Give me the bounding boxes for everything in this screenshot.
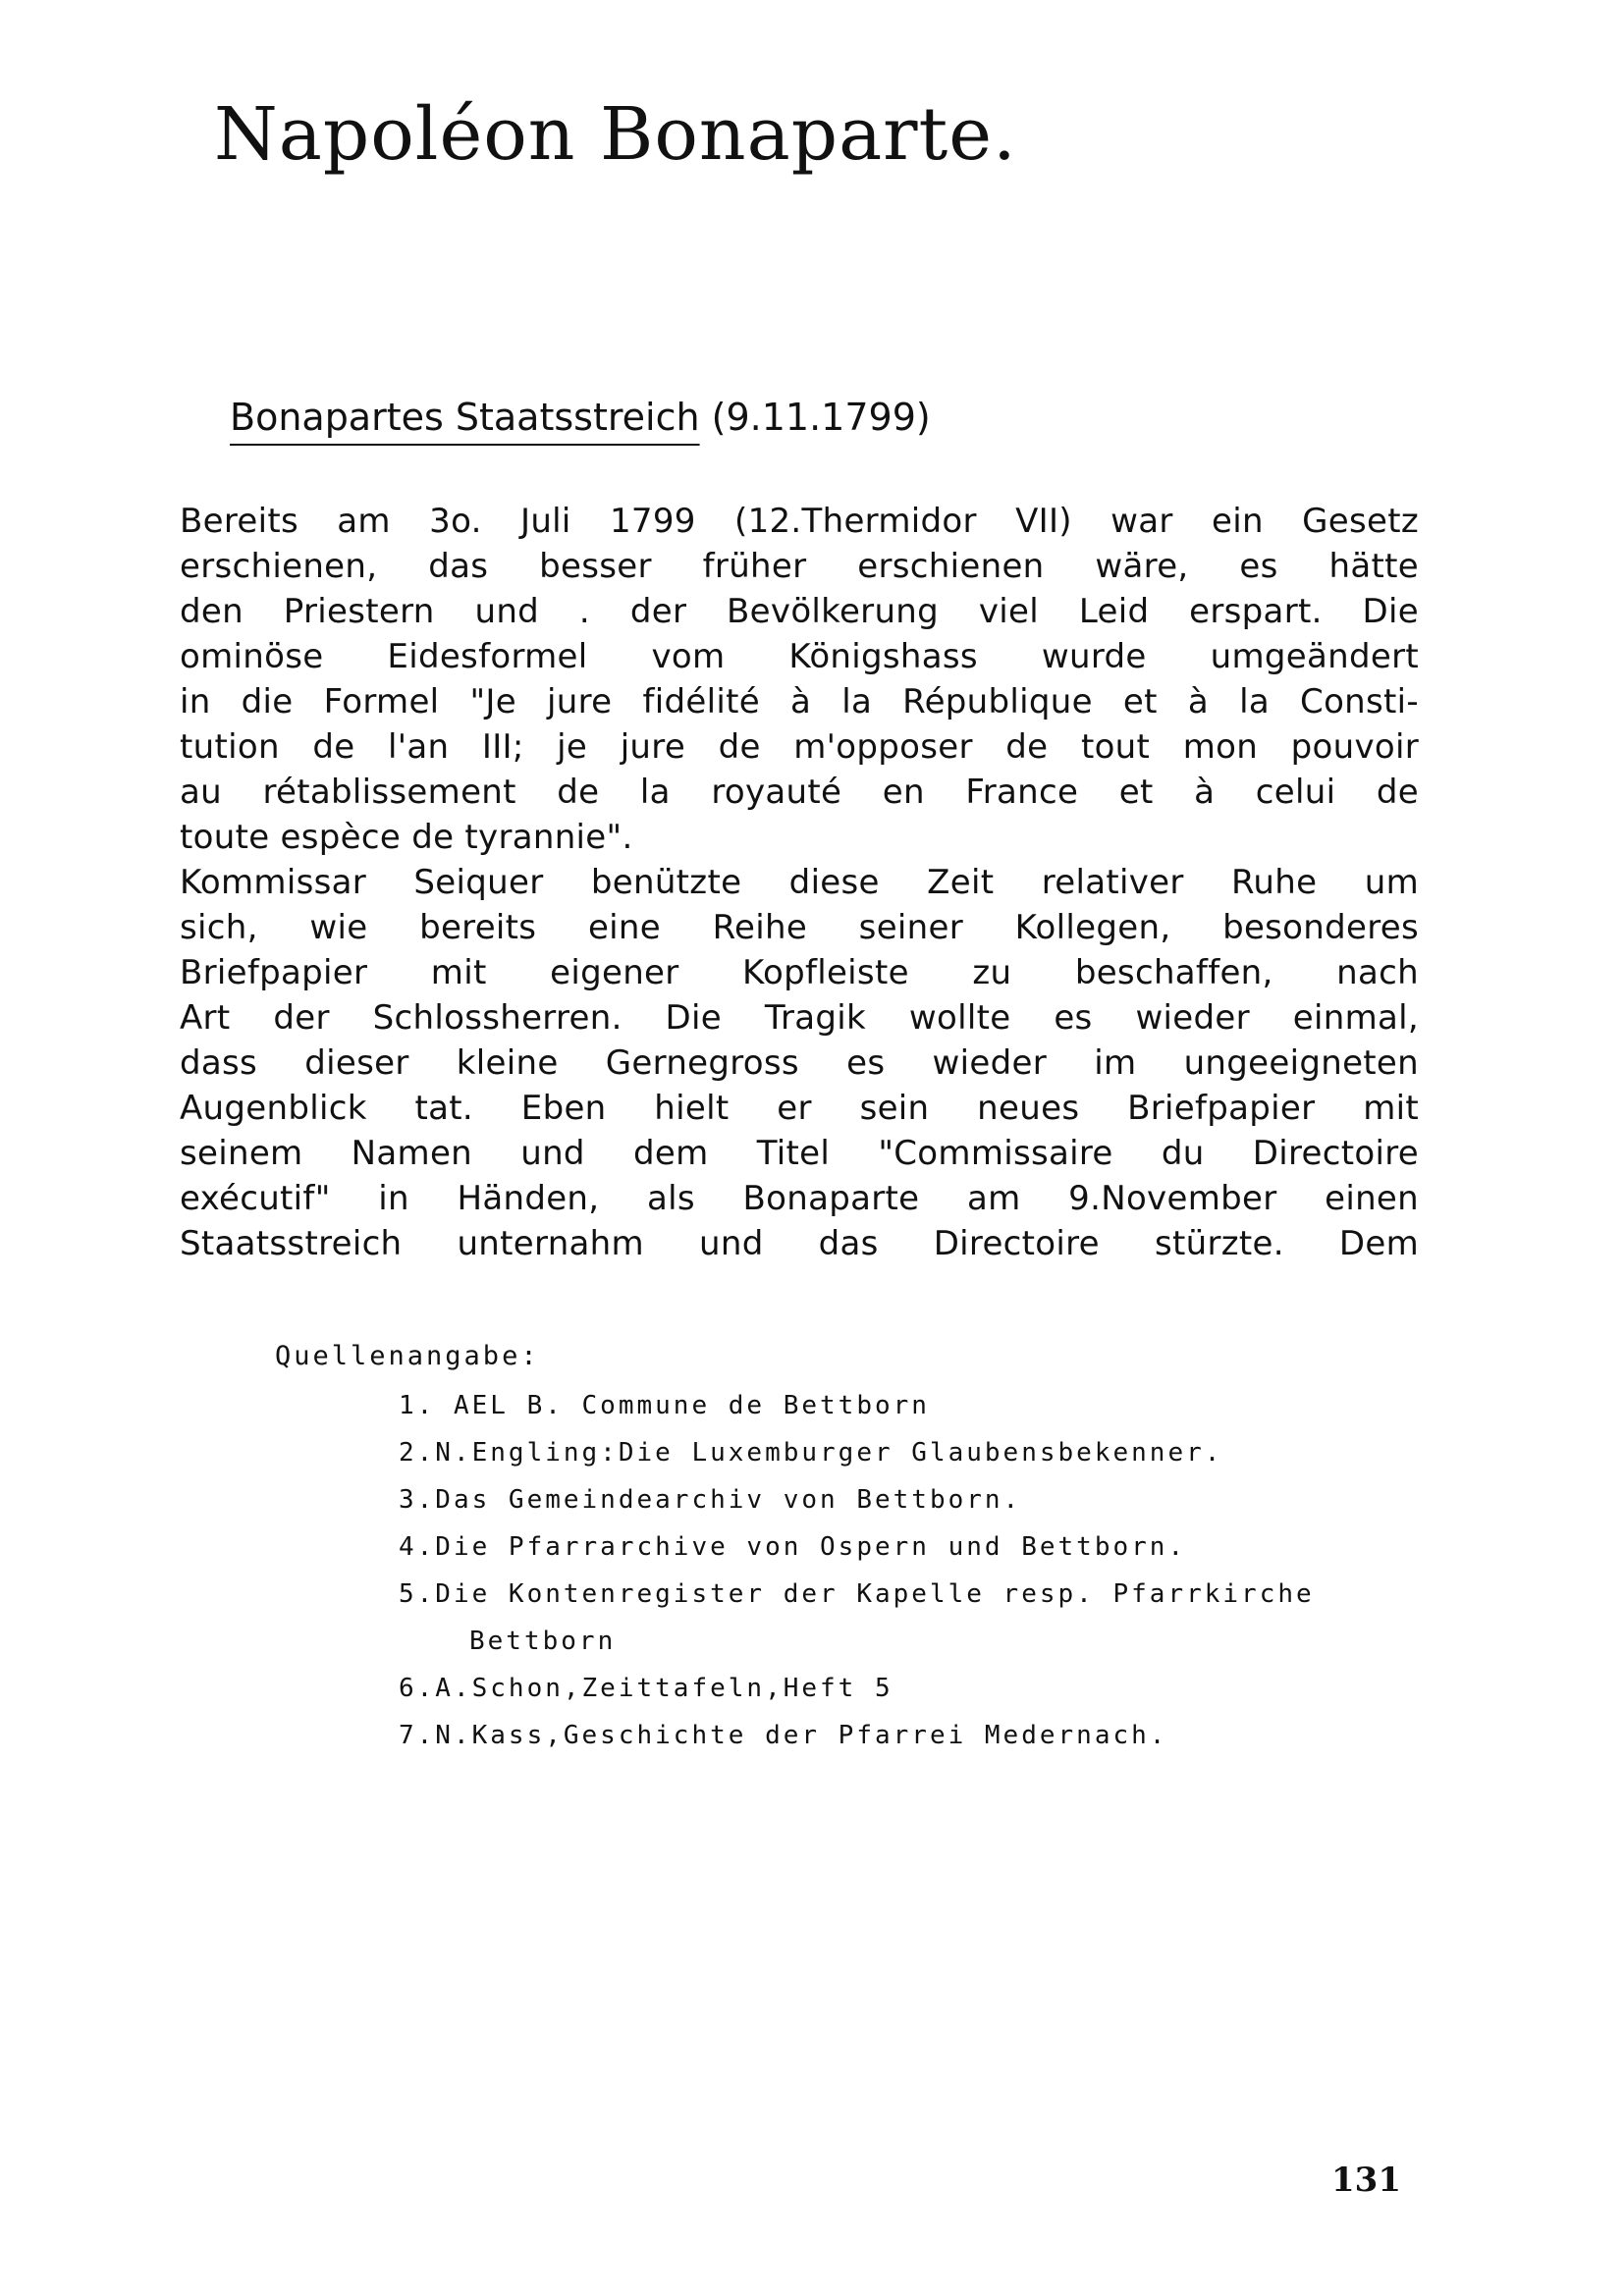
sources-list: [399, 1382, 1315, 1759]
body-line: Art der Schlossherren. Die Tragik wollte es wieder einmal,: [180, 998, 1419, 1038]
body-line: erschienen, das besser früher erschienen wäre, es hätte: [180, 547, 1419, 586]
body-line: seinem Namen und dem Titel "Commissaire du Directoire: [180, 1134, 1419, 1173]
body-line: dass dieser kleine Gernegross es wieder im ungeeigneten: [180, 1043, 1419, 1083]
body-line: Briefpapier mit eigener Kopfleiste zu beschaffen, nach: [180, 953, 1419, 992]
body-text: [180, 499, 1419, 1266]
body-line: Staatsstreich unternahm und das Directoire stürzte. Dem: [180, 1224, 1419, 1263]
section-heading-text: Bonapartes Staatsstreich: [230, 396, 700, 439]
body-line: tution de l'an III; je jure de m'opposer de tout mon pouvoir: [180, 727, 1419, 767]
body-line: toute espèce de tyrannie".: [180, 818, 633, 857]
body-line: au rétablissement de la royauté en France et à celui de: [180, 773, 1419, 812]
source-item: 2.N.Engling:Die Luxemburger Glaubensbekenner.: [399, 1438, 1223, 1468]
body-line: Augenblick tat. Eben hielt er sein neues Briefpapier mit: [180, 1089, 1419, 1128]
source-item: 6.A.Schon,Zeittafeln,Heft 5: [399, 1674, 893, 1703]
body-line: den Priestern und . der Bevölkerung viel Leid erspart. Die: [180, 592, 1419, 631]
source-item: 4.Die Pfarrarchive von Ospern und Bettborn.: [399, 1532, 1187, 1562]
body-line: Bereits am 3o. Juli 1799 (12.Thermidor VII) war ein Gesetz: [180, 502, 1419, 541]
body-line: ominöse Eidesformel vom Königshass wurde umgeändert: [180, 637, 1419, 676]
section-heading: [230, 396, 931, 439]
body-line: Kommissar Seiquer benützte diese Zeit relativer Ruhe um: [180, 863, 1419, 902]
body-line: in die Formel "Je jure fidélité à la République et à la Consti-: [180, 682, 1419, 721]
section-heading-date: (9.11.1799): [711, 396, 931, 439]
source-item: 7.N.Kass,Geschichte der Pfarrei Medernach.: [399, 1721, 1168, 1750]
source-item-continuation: Bettborn: [469, 1627, 617, 1656]
source-item: 3.Das Gemeindearchiv von Bettborn.: [399, 1485, 1022, 1515]
source-item: 5.Die Kontenregister der Kapelle resp. Pfarrkirche: [399, 1579, 1315, 1609]
sources-heading: Quellenangabe:: [275, 1341, 540, 1371]
body-line: sich, wie bereits eine Reihe seiner Kollegen, besonderes: [180, 908, 1419, 947]
source-item: 1. AEL B. Commune de Bettborn: [399, 1391, 930, 1420]
body-line: exécutif" in Händen, als Bonaparte am 9.November einen: [180, 1179, 1419, 1218]
page-number: 131: [1331, 2161, 1401, 2200]
page-title: Napoléon Bonaparte.: [214, 92, 1017, 177]
